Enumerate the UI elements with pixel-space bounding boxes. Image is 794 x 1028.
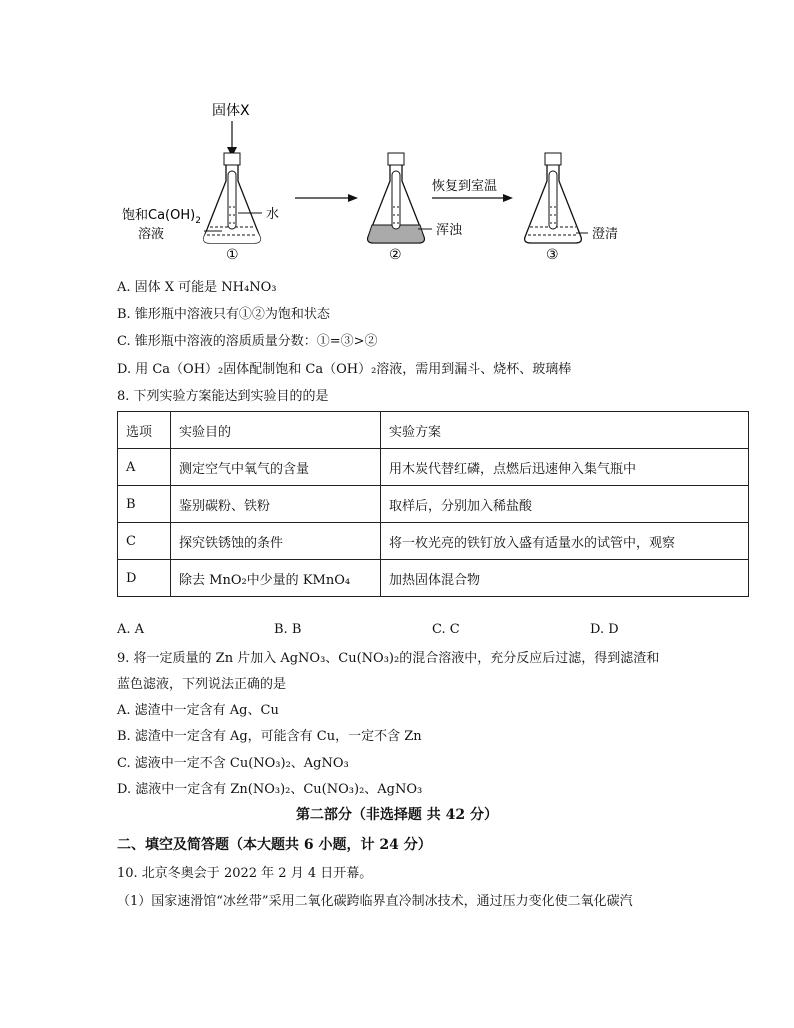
table-cell: 取样后，分别加入稀盐酸 [381, 486, 749, 523]
table-header: 实验目的 [171, 412, 381, 449]
q7-option-a: A. 固体 X 可能是 NH₄NO₃ [117, 280, 277, 295]
q9-stem-line2: 蓝色滤液，下列说法正确的是 [117, 677, 287, 692]
q7-option-c: C. 锥形瓶中溶液的溶质质量分数：①=③>② [117, 334, 378, 349]
part2-title: 第二部分（非选择题 共 42 分） [295, 807, 499, 823]
q7-option-d: D. 用 Ca（OH）₂固体配制饱和 Ca（OH）₂溶液，需用到漏斗、烧杯、玻璃棒 [117, 362, 572, 377]
table-row [118, 560, 749, 597]
table-cell: 加热固体混合物 [381, 560, 749, 597]
q9-option-c: C. 滤液中一定不含 Cu(NO₃)₂、AgNO₃ [117, 756, 349, 771]
water-label: 水 [266, 207, 280, 222]
q8-answer-d: D. D [590, 622, 619, 637]
table-cell: C [118, 523, 171, 560]
table-cell: 探究铁锈蚀的条件 [171, 523, 381, 560]
flask-2 [368, 153, 425, 243]
flask-3-number: ③ [546, 247, 559, 263]
table-header: 选项 [118, 412, 171, 449]
table-row [118, 523, 749, 560]
table-cell: 将一枚光亮的铁钉放入盛有适量水的试管中，观察 [381, 523, 749, 560]
q9-option-b: B. 滤渣中一定含有 Ag，可能含有 Cu，一定不含 Zn [117, 729, 422, 744]
table-cell: 除去 MnO₂中少量的 KMnO₄ [171, 560, 381, 597]
experiment-table [117, 411, 749, 597]
table-cell: 鉴别碳粉、铁粉 [171, 486, 381, 523]
q7-option-b: B. 锥形瓶中溶液只有①②为饱和状态 [117, 307, 330, 322]
table-header-row [118, 412, 749, 449]
table-cell: D [118, 560, 171, 597]
flask-2-number: ② [389, 247, 402, 263]
table-header: 实验方案 [381, 412, 749, 449]
q10-subquestion-1: （1）国家速滑馆“冰丝带”采用二氧化碳跨临界直冷制冰技术，通过压力变化使二氧化碳汽 [117, 894, 633, 909]
experiment-figure [110, 95, 670, 270]
table-cell: A [118, 449, 171, 486]
flask-3 [525, 153, 582, 243]
q8-answer-a: A. A [117, 622, 145, 637]
q9-option-a: A. 滤渣中一定含有 Ag、Cu [117, 703, 279, 718]
table-cell: 用木炭代替红磷，点燃后迅速伸入集气瓶中 [381, 449, 749, 486]
clear-label: 澄清 [592, 227, 619, 242]
saturated-label: 饱和$Ca(OH)_2$ [122, 208, 201, 226]
solid-x-label: 固体X [212, 103, 250, 119]
q10-stem: 10. 北京冬奥会于 2022 年 2 月 4 日开幕。 [117, 866, 373, 881]
section-heading: 二、填空及简答题（本大题共 6 小题，计 24 分） [117, 837, 432, 853]
restore-room-temp-label: 恢复到室温 [432, 179, 498, 194]
turbid-label: 浑浊 [436, 223, 463, 238]
q8-stem: 8. 下列实验方案能达到实验目的的是 [117, 389, 329, 404]
q9-option-d: D. 滤液中一定含有 Zn(NO₃)₂、Cu(NO₃)₂、AgNO₃ [117, 782, 423, 797]
flask-1 [204, 153, 261, 243]
table-cell: 测定空气中氧气的含量 [171, 449, 381, 486]
table-row [118, 449, 749, 486]
flask-1-number: ① [226, 247, 239, 263]
q8-answer-c: C. C [432, 622, 460, 637]
solution-label: 溶液 [138, 227, 165, 242]
table-row [118, 486, 749, 523]
table-cell: B [118, 486, 171, 523]
q9-stem-line1: 9. 将一定质量的 Zn 片加入 AgNO₃、Cu(NO₃)₂的混合溶液中，充分反应后过滤，得到滤渣和 [117, 651, 660, 666]
q8-answer-b: B. B [274, 622, 302, 637]
